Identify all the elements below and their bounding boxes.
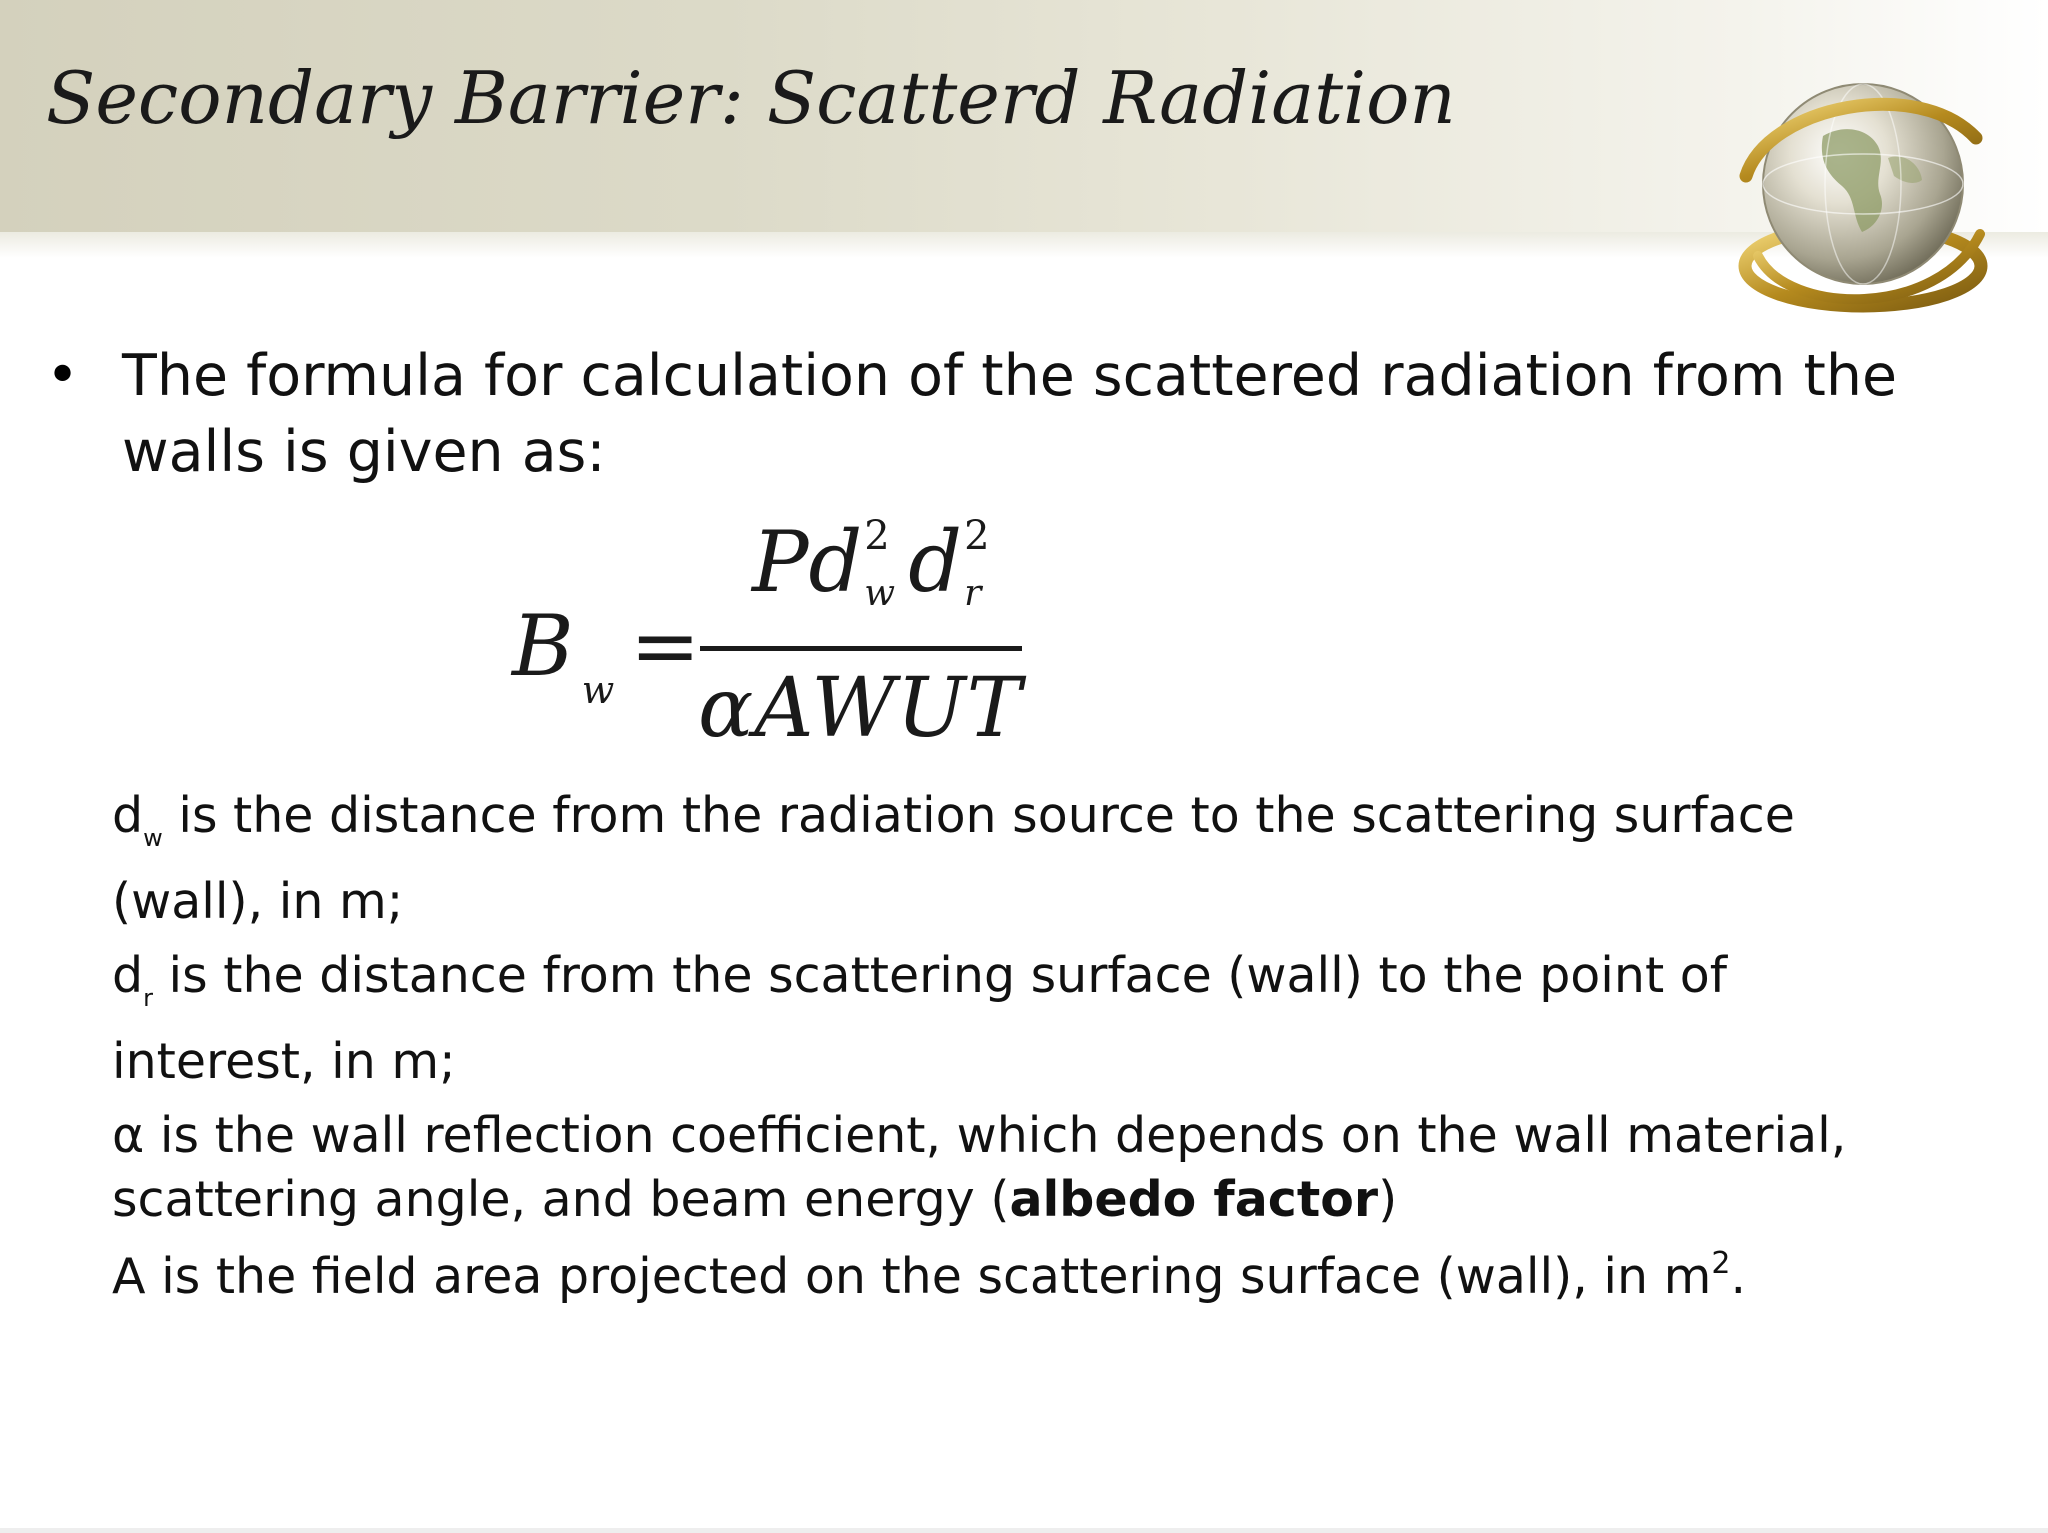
definition-dw-symbol: d	[112, 787, 144, 844]
bottom-edge-line	[0, 1528, 2048, 1533]
formula-denominator: αAWUT	[698, 661, 1023, 756]
scatter-formula	[500, 513, 1060, 760]
definition-dr-symbol: d	[112, 947, 144, 1004]
formula-fraction-bar	[700, 646, 1022, 651]
definition-alpha-bold-term: albedo factor	[1009, 1171, 1379, 1228]
definition-dr-text: is the distance from the scattering surface (wall) to the point of interest, in m;	[112, 947, 1727, 1090]
formula-lhs	[512, 597, 615, 712]
definition-alpha	[112, 1104, 1912, 1232]
definition-area-superscript: 2	[1711, 1246, 1731, 1281]
formula-num-sub-2: r	[964, 573, 982, 614]
definition-dr-subscript: r	[143, 984, 153, 1012]
formula-lhs-symbol: B	[512, 597, 574, 695]
formula-numerator	[752, 513, 1008, 614]
formula-lhs-subscript: w	[581, 668, 615, 712]
formula-num-scripts-2	[962, 513, 1008, 614]
definition-alpha-text: α is the wall reflection coefficient, which depends on the wall material, scattering angle, and beam energy (	[112, 1107, 1847, 1228]
definitions-list	[112, 784, 1912, 1309]
definition-dw-text: is the distance from the radiation source to the scattering surface (wall), in m;	[112, 787, 1795, 930]
formula-num-sup-1: 2	[864, 513, 890, 559]
definition-dw	[112, 784, 1912, 934]
bullet-text: The formula for calculation of the scattered radiation from the walls is given as:	[122, 343, 1898, 485]
definition-dr	[112, 944, 1912, 1094]
formula-num-sub-1: w	[864, 573, 896, 614]
definition-dw-subscript: w	[143, 824, 163, 852]
formula-num-term-2: d	[908, 513, 963, 611]
definition-area-text: A is the field area projected on the scattering surface (wall), in m	[112, 1248, 1712, 1305]
bullet-marker: •	[46, 343, 80, 408]
formula-equals: =	[630, 597, 701, 695]
formula-num-term-1: Pd	[752, 513, 863, 611]
definition-area	[112, 1232, 1912, 1309]
globe-icon	[1728, 66, 1998, 336]
slide-title: Secondary Barrier: Scatterd Radiation	[46, 56, 1456, 140]
definition-area-end: .	[1730, 1248, 1747, 1305]
formula-num-sup-2: 2	[964, 513, 990, 559]
definition-alpha-close: )	[1378, 1171, 1398, 1228]
formula-num-scripts-1	[862, 513, 908, 614]
